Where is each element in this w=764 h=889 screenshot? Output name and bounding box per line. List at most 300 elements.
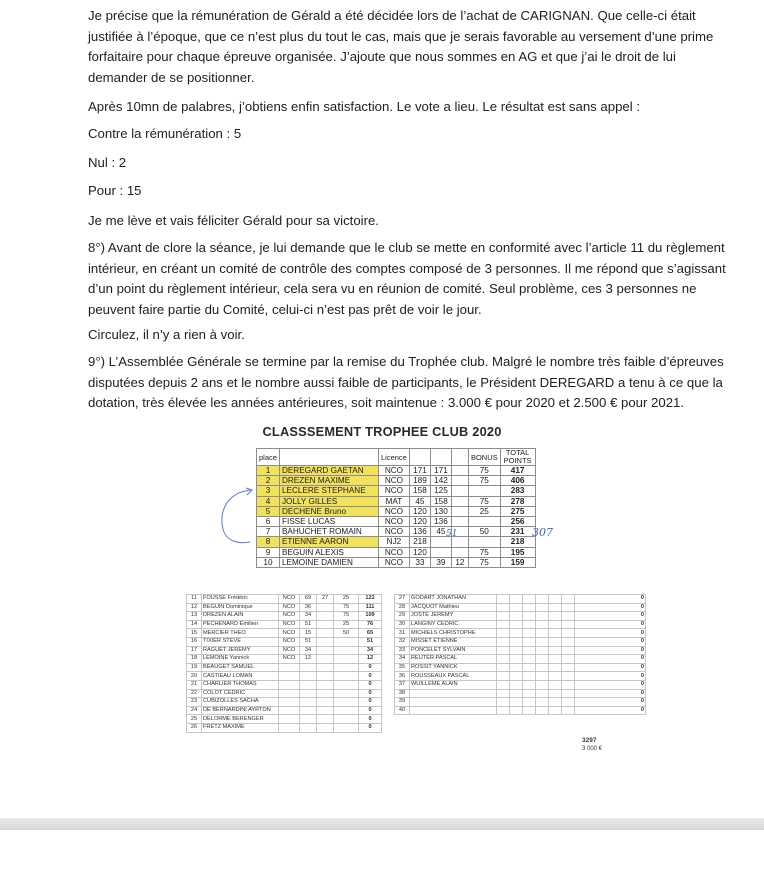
cell-empty <box>536 646 549 655</box>
cell-total: 111 <box>359 603 382 612</box>
cell-place: 3 <box>257 486 280 496</box>
cell-licence: NCO <box>279 629 300 638</box>
table-row <box>257 476 536 486</box>
cell-bonus <box>334 706 359 715</box>
table-row <box>257 557 536 567</box>
cell-empty <box>549 612 562 621</box>
cell-empty <box>510 655 523 664</box>
hand-drawn-bracket <box>214 486 256 548</box>
handwritten-51: 51 <box>446 529 458 539</box>
cell-licence: MAT <box>378 496 409 506</box>
cell-score-b <box>317 655 334 664</box>
scan-title: CLASSSEMENT TROPHEE CLUB 2020 <box>262 424 502 439</box>
cell-empty <box>549 698 562 707</box>
cell-total: 0 <box>359 663 382 672</box>
cell-score-b <box>317 689 334 698</box>
cell-name: RAGUET JEREMY <box>202 646 279 655</box>
cell-empty <box>497 595 510 604</box>
table-row <box>187 637 382 646</box>
cell-place: 37 <box>395 680 410 689</box>
cell-name: ROSSIT YANNICK <box>410 663 497 672</box>
cell-score-a <box>300 723 317 732</box>
cell-total: 121 <box>359 595 382 604</box>
lower-ranking-right <box>394 594 646 715</box>
cell-licence: NCO <box>279 612 300 621</box>
cell-name: GODART JONATHAN <box>410 595 497 604</box>
cell-bonus <box>334 715 359 724</box>
cell-place: 36 <box>395 672 410 681</box>
cell-bonus: 25 <box>334 620 359 629</box>
cell-total: 0 <box>359 723 382 732</box>
cell-total: 0 <box>359 715 382 724</box>
cell-place: 5 <box>257 506 280 516</box>
cell-empty <box>523 637 536 646</box>
cell-total: 0 <box>575 629 646 638</box>
cell-total: 0 <box>575 646 646 655</box>
cell-name: LANGINY CEDRIC <box>410 620 497 629</box>
cell-name: JOLLY GILLES <box>279 496 378 506</box>
table-row <box>187 723 382 732</box>
cell-score-b <box>317 698 334 707</box>
cell-place: 27 <box>395 595 410 604</box>
cell-place: 31 <box>395 629 410 638</box>
cell-total: 0 <box>359 680 382 689</box>
cell-name: LECLERE STEPHANE <box>279 486 378 496</box>
cell-empty <box>536 698 549 707</box>
cell-empty <box>523 689 536 698</box>
table-row <box>257 537 536 547</box>
cell-licence: NCO <box>279 655 300 664</box>
cell-place: 40 <box>395 706 410 715</box>
cell-empty <box>536 672 549 681</box>
cell-empty <box>549 629 562 638</box>
cell-name: MERCIER THEO <box>202 629 279 638</box>
cell-score-b: 130 <box>430 506 451 516</box>
cell-total: 231 <box>500 527 535 537</box>
cell-place: 2 <box>257 476 280 486</box>
cell-empty <box>562 672 575 681</box>
cell-score-c: 12 <box>451 557 468 567</box>
cell-total: 0 <box>575 689 646 698</box>
cell-score-b <box>430 547 451 557</box>
cell-bonus: 75 <box>468 496 500 506</box>
cell-empty <box>562 706 575 715</box>
cell-place: 25 <box>187 715 202 724</box>
cell-score-b <box>317 620 334 629</box>
cell-bonus: 75 <box>468 476 500 486</box>
table-row <box>395 620 646 629</box>
cell-place: 30 <box>395 620 410 629</box>
cell-score-b <box>317 637 334 646</box>
cell-name: BEAUGET SAMUEL <box>202 663 279 672</box>
cell-bonus <box>334 646 359 655</box>
cell-score-b <box>317 706 334 715</box>
cell-place: 23 <box>187 698 202 707</box>
cell-empty <box>549 620 562 629</box>
cell-name: BAHUCHET ROMAIN <box>279 527 378 537</box>
cell-total: 195 <box>500 547 535 557</box>
cell-place: 38 <box>395 689 410 698</box>
cell-empty <box>562 680 575 689</box>
cell-score-b: 125 <box>430 486 451 496</box>
vote-for: Pour : 15 <box>88 183 142 198</box>
cell-empty <box>549 646 562 655</box>
cell-empty <box>523 629 536 638</box>
cell-place: 29 <box>395 612 410 621</box>
cell-empty <box>536 655 549 664</box>
cell-empty <box>497 603 510 612</box>
cell-licence: NCO <box>279 603 300 612</box>
cell-name: COLOT CEDRIC <box>202 689 279 698</box>
cell-empty <box>523 595 536 604</box>
cell-score-b <box>317 629 334 638</box>
cell-place: 4 <box>257 496 280 506</box>
cell-licence: NCO <box>378 516 409 526</box>
cell-place: 9 <box>257 547 280 557</box>
cell-total: 0 <box>359 672 382 681</box>
cell-score-c <box>451 547 468 557</box>
cell-empty <box>497 655 510 664</box>
blank-area <box>0 830 764 889</box>
table-row <box>187 655 382 664</box>
cell-place: 26 <box>187 723 202 732</box>
cell-total: 12 <box>359 655 382 664</box>
cell-score-a: 33 <box>409 557 430 567</box>
cell-bonus <box>468 486 500 496</box>
cell-score-b: 158 <box>430 496 451 506</box>
paragraph-point-9: 9°) L’Assemblée Générale se termine par la remise du Trophée club. Malgré le nombre très faible d’épreuves disputées depuis 2 ans et le nombre aussi faible de participants, le Président DEREGARD a tenu à ce que la dotation, très élevée les années antérieures, soit maintenue : 3.000 € pour 2020 et 2.500 € pour 2021. <box>88 354 724 410</box>
cell-total: 417 <box>500 466 535 476</box>
paragraph-circulez: Circulez, il n’y a rien à voir. <box>88 327 245 342</box>
cell-place: 10 <box>257 557 280 567</box>
cell-total: 0 <box>575 698 646 707</box>
cell-place: 11 <box>187 595 202 604</box>
cell-empty <box>536 629 549 638</box>
header-score-c <box>451 449 468 466</box>
table-row <box>395 603 646 612</box>
cell-place: 14 <box>187 620 202 629</box>
cell-score-b: 39 <box>430 557 451 567</box>
cell-licence <box>279 706 300 715</box>
cell-empty <box>536 620 549 629</box>
cell-empty <box>510 672 523 681</box>
cell-name: TIXIER STEVE <box>202 637 279 646</box>
cell-empty <box>497 620 510 629</box>
table-row <box>257 506 536 516</box>
cell-empty <box>523 646 536 655</box>
cell-total: 275 <box>500 506 535 516</box>
cell-empty <box>497 663 510 672</box>
cell-empty <box>536 637 549 646</box>
cell-bonus: 25 <box>334 595 359 604</box>
cell-score-c <box>451 516 468 526</box>
cell-total: 159 <box>500 557 535 567</box>
cell-empty <box>523 706 536 715</box>
cell-name: JOSTE JEREMY <box>410 612 497 621</box>
cell-bonus <box>334 655 359 664</box>
cell-empty <box>562 629 575 638</box>
table-row <box>187 706 382 715</box>
cell-empty <box>497 612 510 621</box>
cell-empty <box>510 620 523 629</box>
cell-empty <box>523 655 536 664</box>
cell-name: MISSET ETIENNE <box>410 637 497 646</box>
cell-score-a: 218 <box>409 537 430 547</box>
cell-score-a: 45 <box>409 496 430 506</box>
cell-score-a: 189 <box>409 476 430 486</box>
cell-bonus: 75 <box>334 612 359 621</box>
cell-score-b: 171 <box>430 466 451 476</box>
paragraph-vote: Après 10mn de palabres, j’obtiens enfin satisfaction. Le vote a lieu. Le résultat est sans appel : <box>88 99 641 114</box>
cell-score-a <box>300 680 317 689</box>
cell-bonus <box>334 663 359 672</box>
cell-empty <box>510 637 523 646</box>
table-row <box>395 663 646 672</box>
cell-empty <box>536 603 549 612</box>
cell-total: 0 <box>359 706 382 715</box>
cell-empty <box>549 689 562 698</box>
cell-name: FRETZ MAXIME <box>202 723 279 732</box>
cell-name <box>410 689 497 698</box>
cell-total: 51 <box>359 637 382 646</box>
cell-empty <box>562 663 575 672</box>
cell-empty <box>510 595 523 604</box>
cell-score-b: 142 <box>430 476 451 486</box>
table-row <box>187 698 382 707</box>
header-bonus: BONUS <box>468 449 500 466</box>
cell-empty <box>523 663 536 672</box>
cell-empty <box>510 603 523 612</box>
cell-score-b: 136 <box>430 516 451 526</box>
cell-total: 0 <box>575 637 646 646</box>
table-row <box>395 629 646 638</box>
cell-total: 0 <box>575 706 646 715</box>
cell-bonus: 75 <box>468 466 500 476</box>
cell-score-a: 120 <box>409 506 430 516</box>
cell-score-c <box>451 486 468 496</box>
cell-score-b <box>317 646 334 655</box>
cell-total: 0 <box>575 680 646 689</box>
cell-bonus: 25 <box>468 506 500 516</box>
cell-empty <box>536 595 549 604</box>
cell-place: 6 <box>257 516 280 526</box>
cell-empty <box>497 698 510 707</box>
cell-score-a: 34 <box>300 646 317 655</box>
table-row <box>395 680 646 689</box>
cell-name: LEMOINE Yannick <box>202 655 279 664</box>
cell-name: REUTER PASCAL <box>410 655 497 664</box>
cell-name: DEREGARD GAETAN <box>279 466 378 476</box>
table-row <box>395 612 646 621</box>
cell-bonus <box>334 680 359 689</box>
cell-empty <box>549 672 562 681</box>
cell-place: 12 <box>187 603 202 612</box>
cell-total: 406 <box>500 476 535 486</box>
table-row <box>187 689 382 698</box>
cell-score-a <box>300 689 317 698</box>
cell-licence: NCO <box>378 557 409 567</box>
cell-score-b <box>317 680 334 689</box>
cell-bonus: 75 <box>334 603 359 612</box>
cell-name: DE BERNARDINI AYRTON <box>202 706 279 715</box>
paragraph-congratulate: Je me lève et vais féliciter Gérald pour sa victoire. <box>88 213 379 228</box>
cell-licence: NCO <box>378 506 409 516</box>
cell-name: ETIENNE AARON <box>279 537 378 547</box>
cell-name: LEMOINE DAMIEN <box>279 557 378 567</box>
cell-empty <box>562 612 575 621</box>
cell-total: 109 <box>359 612 382 621</box>
header-score-b <box>430 449 451 466</box>
cell-score-a: 51 <box>300 620 317 629</box>
cell-name: DREZEN MAXIME <box>279 476 378 486</box>
grand-amount: 3 000 € <box>582 746 603 752</box>
cell-empty <box>510 680 523 689</box>
cell-score-a: 36 <box>300 603 317 612</box>
vote-against: Contre la rémunération : 5 <box>88 126 242 141</box>
cell-place: 19 <box>187 663 202 672</box>
table-row <box>395 706 646 715</box>
header-total: TOTAL POINTS <box>500 449 535 466</box>
header-place: place <box>257 449 280 466</box>
cell-total: 0 <box>359 698 382 707</box>
cell-score-a: 12 <box>300 655 317 664</box>
cell-score-c <box>451 476 468 486</box>
cell-licence <box>279 689 300 698</box>
cell-name: DECHENE Bruno <box>279 506 378 516</box>
cell-empty <box>497 689 510 698</box>
cell-score-a: 171 <box>409 466 430 476</box>
cell-score-a: 15 <box>300 629 317 638</box>
cell-score-a: 51 <box>300 637 317 646</box>
cell-licence <box>279 698 300 707</box>
cell-score-a: 120 <box>409 516 430 526</box>
table-row <box>395 637 646 646</box>
cell-place: 24 <box>187 706 202 715</box>
handwritten-note: 307 <box>532 526 553 539</box>
cell-score-a <box>300 706 317 715</box>
cell-licence: NCO <box>279 620 300 629</box>
cell-name: DELORME BERENGER <box>202 715 279 724</box>
cell-licence <box>279 672 300 681</box>
cell-score-b <box>317 612 334 621</box>
cell-place: 21 <box>187 680 202 689</box>
cell-name: CHARLIER THOMAS <box>202 680 279 689</box>
cell-empty <box>510 706 523 715</box>
cell-total: 0 <box>575 603 646 612</box>
cell-empty <box>497 646 510 655</box>
paragraph-remuneration: Je précise que la rémunération de Gérald a été décidée lors de l’achat de CARIGNAN. Que celle-ci était justifiée à l’époque, que ce n’est plus du tout le cas, mais que je serais favorable au versement d’une prime forfaitaire pour chaque épreuve organisée. J’ajoute que nous sommes en AG et que j’ai le droit de lui demander de se positionner. <box>88 8 714 85</box>
cell-place: 20 <box>187 672 202 681</box>
table-row <box>187 672 382 681</box>
cell-total: 34 <box>359 646 382 655</box>
cell-name: BEGUIN Dominique <box>202 603 279 612</box>
cell-name <box>410 698 497 707</box>
cell-empty <box>497 706 510 715</box>
cell-score-a <box>300 663 317 672</box>
cell-licence: NCO <box>279 637 300 646</box>
cell-name: BEGUIN ALEXIS <box>279 547 378 557</box>
cell-total: 76 <box>359 620 382 629</box>
cell-bonus <box>468 537 500 547</box>
cell-bonus <box>334 689 359 698</box>
cell-licence <box>279 715 300 724</box>
cell-empty <box>562 646 575 655</box>
cell-licence: NCO <box>378 486 409 496</box>
cell-place: 16 <box>187 637 202 646</box>
cell-empty <box>549 680 562 689</box>
cell-empty <box>562 689 575 698</box>
cell-empty <box>536 612 549 621</box>
cell-licence <box>279 723 300 732</box>
cell-name: JACQUOT Mathieu <box>410 603 497 612</box>
cell-total: 278 <box>500 496 535 506</box>
cell-score-a <box>300 698 317 707</box>
cell-place: 15 <box>187 629 202 638</box>
cell-total: 218 <box>500 537 535 547</box>
table-row <box>395 698 646 707</box>
cell-empty <box>562 603 575 612</box>
cell-empty <box>549 655 562 664</box>
cell-empty <box>523 603 536 612</box>
cell-bonus: 50 <box>334 629 359 638</box>
cell-bonus <box>468 516 500 526</box>
cell-empty <box>562 655 575 664</box>
cell-bonus: 50 <box>468 527 500 537</box>
table-row <box>187 612 382 621</box>
cell-empty <box>523 612 536 621</box>
cell-place: 22 <box>187 689 202 698</box>
cell-place: 35 <box>395 663 410 672</box>
cell-licence: NCO <box>378 476 409 486</box>
cell-empty <box>523 620 536 629</box>
cell-name: DREZEN ALAIN <box>202 612 279 621</box>
cell-total: 256 <box>500 516 535 526</box>
cell-score-b <box>317 663 334 672</box>
cell-place: 32 <box>395 637 410 646</box>
cell-total: 0 <box>575 620 646 629</box>
vote-null: Nul : 2 <box>88 155 127 170</box>
table-row <box>257 527 536 537</box>
header-licence: Licence <box>378 449 409 466</box>
header-name <box>279 449 378 466</box>
cell-total: 0 <box>575 655 646 664</box>
cell-empty <box>497 629 510 638</box>
cell-score-b: 27 <box>317 595 334 604</box>
cell-empty <box>536 680 549 689</box>
cell-empty <box>497 637 510 646</box>
cell-name: ROUSSEAUX PASCAL <box>410 672 497 681</box>
cell-bonus <box>334 723 359 732</box>
cell-empty <box>510 612 523 621</box>
cell-empty <box>549 603 562 612</box>
cell-total: 0 <box>575 612 646 621</box>
cell-empty <box>549 637 562 646</box>
cell-place: 13 <box>187 612 202 621</box>
table-row <box>395 655 646 664</box>
table-row <box>187 715 382 724</box>
cell-empty <box>549 595 562 604</box>
table-row <box>395 595 646 604</box>
cell-name: CUBIZOLLES SACHA <box>202 698 279 707</box>
cell-empty <box>497 672 510 681</box>
table-row <box>187 603 382 612</box>
cell-empty <box>562 637 575 646</box>
cell-empty <box>549 663 562 672</box>
cell-score-b <box>317 672 334 681</box>
cell-empty <box>523 698 536 707</box>
cell-place: 18 <box>187 655 202 664</box>
cell-bonus <box>334 698 359 707</box>
